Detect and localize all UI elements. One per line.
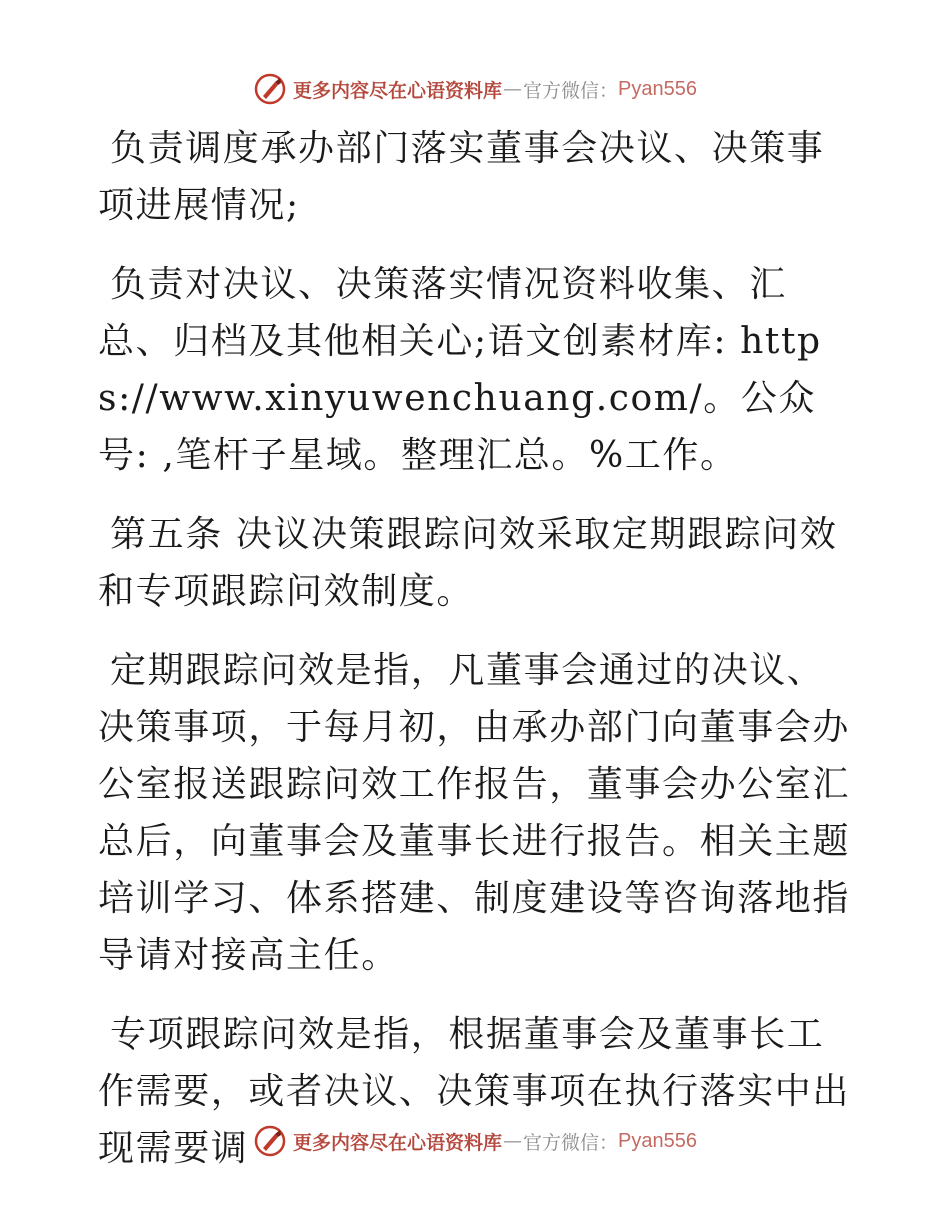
footer-banner — [0, 1124, 950, 1158]
banner-wechat-id: Pyan556 — [618, 1129, 697, 1152]
banner-separator: — — [503, 1130, 523, 1152]
pen-logo-icon — [253, 1124, 287, 1158]
paragraph: 定期跟踪问效是指，凡董事会通过的决议、决策事项，于每月初，由承办部门向董事会办公室报送跟踪问效工作报告，董事会办公室汇总后，向董事会及董事长进行报告。相关主题培训学习、体系搭建、制度建设等咨询落地指导请对接高主任。 — [98, 650, 851, 976]
banner-main-text: 更多内容尽在心语资料库 — [293, 1131, 503, 1154]
paragraph: 负责调度承办部门落实董事会决议、决策事项进展情况; — [98, 128, 825, 226]
banner-official-label: 官方微信： — [523, 1131, 619, 1154]
banner-wechat-id: Pyan556 — [618, 77, 697, 100]
pen-logo-icon — [253, 72, 287, 106]
paragraph: 专项跟踪问效是指，根据董事会及董事长工作需要，或者决议、决策事项在执行落实中出现需要调 — [98, 1014, 851, 1169]
header-banner — [0, 72, 950, 106]
document-body — [98, 120, 858, 1199]
banner-official-label: 官方微信： — [523, 79, 619, 102]
banner-main-text: 更多内容尽在心语资料库 — [293, 79, 503, 102]
paragraph: 负责对决议、决策落实情况资料收集、汇总、归档及其他相关心;语文创素材库: https://www.xinyuwenchuang.com/。公众号: ,笔杆子星域。整理汇总。%工作。 — [98, 264, 822, 476]
paragraph: 第五条 决议决策跟踪问效采取定期跟踪问效和专项跟踪问效制度。 — [98, 514, 838, 612]
banner-separator: — — [503, 78, 523, 100]
